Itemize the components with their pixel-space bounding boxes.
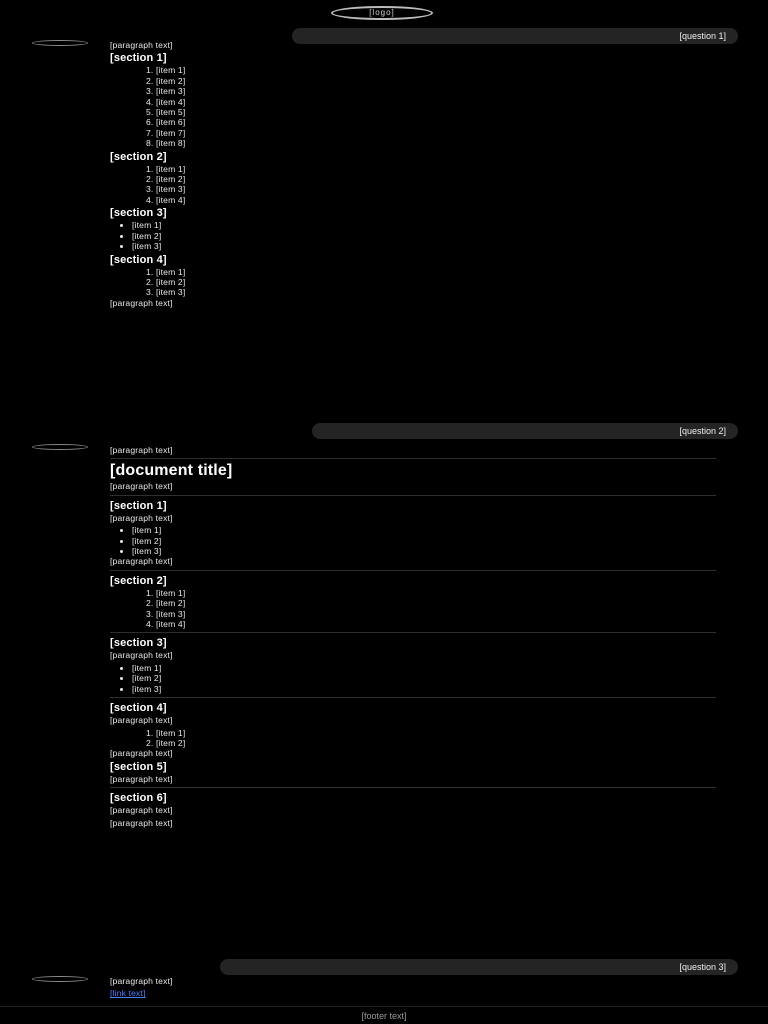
section-heading: [section 2] <box>110 574 167 587</box>
list-item: 1. [item 1] <box>156 267 716 277</box>
list-item: 3. [item 3] <box>156 287 716 297</box>
list-item: 1. [item 1] <box>156 65 716 75</box>
divider <box>110 570 716 571</box>
list-item: • [item 2] <box>132 231 716 241</box>
section-heading: [section 4] <box>110 253 167 266</box>
section-list <box>110 525 716 556</box>
list-item: 4. [item 4] <box>156 195 716 205</box>
section-heading: [section 4] <box>110 702 167 715</box>
site-logo[interactable]: [logo] <box>331 6 433 20</box>
document-intro: [paragraph text] <box>110 481 173 492</box>
list-item: 3. [item 3] <box>156 184 716 194</box>
section-list <box>110 267 716 298</box>
section-note: [paragraph text] <box>110 556 173 567</box>
answer-intro: [paragraph text] <box>110 445 173 455</box>
answer-closing: [paragraph text] <box>110 817 173 828</box>
list-item: • [item 1] <box>132 525 716 535</box>
answer-closing: [paragraph text] <box>110 297 173 308</box>
section-text: [paragraph text] <box>110 715 173 726</box>
user-question-bubble: [question 3] <box>220 959 738 975</box>
list-item: 2. [item 2] <box>156 174 716 184</box>
assistant-answer <box>110 976 716 999</box>
list-item: 8. [item 8] <box>156 138 716 148</box>
assistant-avatar-icon <box>32 444 88 450</box>
divider <box>110 697 716 698</box>
section-heading: [section 2] <box>110 150 167 163</box>
section-text: [paragraph text] <box>110 512 173 523</box>
section-heading: [section 3] <box>110 207 167 220</box>
section-list <box>110 164 716 206</box>
document-title: [document title] <box>110 462 233 480</box>
divider <box>110 632 716 633</box>
answer-link-line <box>110 988 716 998</box>
user-question-bubble: [question 2] <box>312 423 738 439</box>
list-item: • [item 3] <box>132 241 716 251</box>
list-item: 1. [item 1] <box>156 164 716 174</box>
list-item: 7. [item 7] <box>156 128 716 138</box>
list-item: 2. [item 2] <box>156 598 716 608</box>
list-item: 2. [item 2] <box>156 738 716 748</box>
section-text: [paragraph text] <box>110 805 173 816</box>
assistant-avatar-icon <box>32 976 88 982</box>
list-item: 2. [item 2] <box>156 277 716 287</box>
list-item: 5. [item 5] <box>156 107 716 117</box>
section-heading: [section 1] <box>110 52 167 65</box>
section-list <box>110 663 716 694</box>
section-list <box>110 588 716 630</box>
section-text: [paragraph text] <box>110 650 173 661</box>
divider <box>110 458 716 459</box>
section-heading: [section 5] <box>110 760 167 773</box>
list-item: 1. [item 1] <box>156 588 716 598</box>
list-item: 4. [item 4] <box>156 97 716 107</box>
list-item: • [item 3] <box>132 684 716 694</box>
section-heading: [section 1] <box>110 499 167 512</box>
user-question-bubble: [question 1] <box>292 28 738 44</box>
answer-text: [paragraph text] <box>110 976 173 986</box>
footer-text: [footer text] <box>361 1011 407 1021</box>
section-list <box>110 728 716 749</box>
list-item: 2. [item 2] <box>156 76 716 86</box>
section-heading: [section 6] <box>110 792 167 805</box>
divider <box>110 787 716 788</box>
assistant-answer <box>110 445 716 830</box>
section-heading: [section 3] <box>110 637 167 650</box>
list-item: • [item 2] <box>132 673 716 683</box>
section-list <box>110 65 716 148</box>
list-item: 3. [item 3] <box>156 609 716 619</box>
list-item: 6. [item 6] <box>156 117 716 127</box>
section-text: [paragraph text] <box>110 773 173 784</box>
list-item: • [item 3] <box>132 546 716 556</box>
list-item: • [item 2] <box>132 536 716 546</box>
list-item: • [item 1] <box>132 663 716 673</box>
list-item: 3. [item 3] <box>156 86 716 96</box>
section-note: [paragraph text] <box>110 748 173 759</box>
section-list <box>110 220 716 251</box>
footer <box>0 1006 768 1024</box>
assistant-avatar-icon <box>32 40 88 46</box>
list-item: 1. [item 1] <box>156 728 716 738</box>
list-item: • [item 1] <box>132 220 716 230</box>
divider <box>110 495 716 496</box>
assistant-answer <box>110 40 716 310</box>
answer-intro: [paragraph text] <box>110 40 173 50</box>
list-item: 4. [item 4] <box>156 619 716 629</box>
download-link[interactable]: [link text] <box>110 988 146 999</box>
